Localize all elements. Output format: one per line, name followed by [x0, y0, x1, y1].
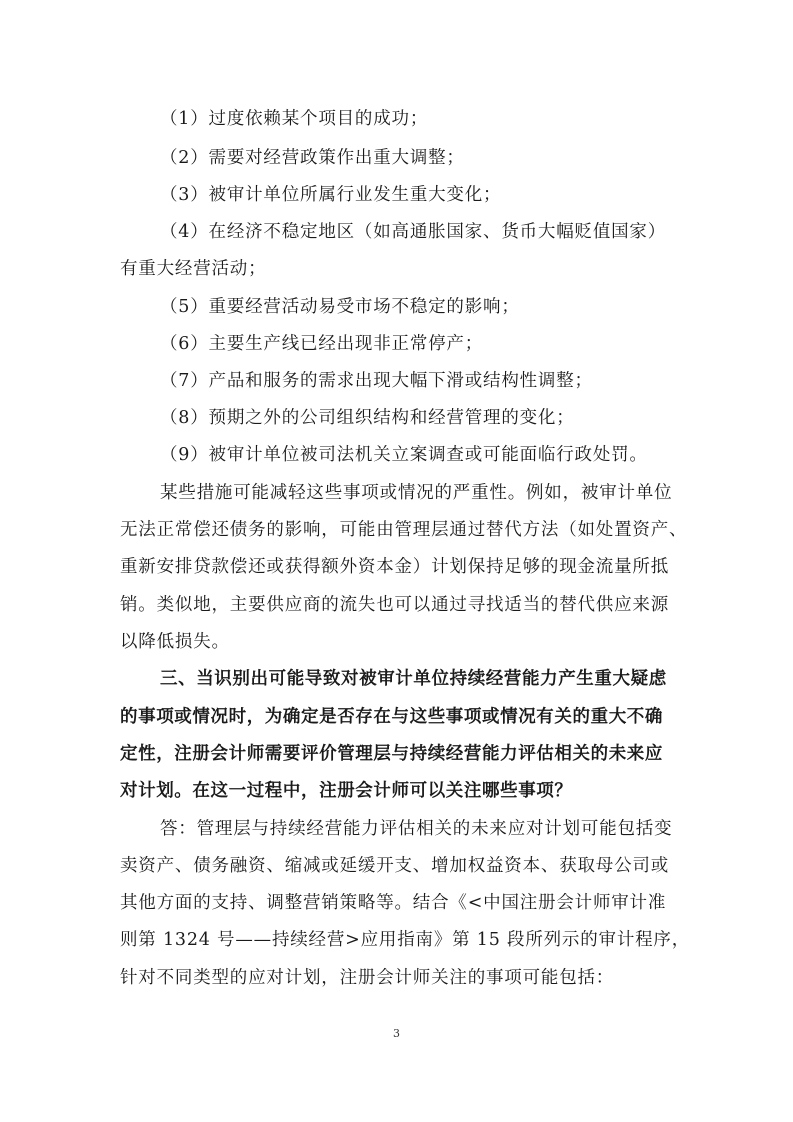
mitigation-line-5: 以降低损失。 — [120, 632, 230, 652]
section-heading-line-3: 定性，注册会计师需要评价管理层与持续经营能力评估相关的未来应 — [120, 744, 663, 764]
mitigation-line-2: 无法正常偿还债务的影响，可能由管理层通过替代方法（如处置资产、 — [120, 520, 688, 540]
list-item-8: （8）预期之外的公司组织结构和经营管理的变化； — [160, 408, 575, 428]
answer-line-4: 则第 1324 号——持续经营>应用指南》第 15 段所列示的审计程序， — [120, 930, 691, 950]
page-number: 3 — [393, 1027, 400, 1040]
section-heading-line-1: 三、当识别出可能导致对被审计单位持续经营能力产生重大疑虑 — [160, 669, 667, 689]
section-heading-line-4: 对计划。在这一过程中，注册会计师可以关注哪些事项？ — [120, 781, 573, 801]
mitigation-line-3: 重新安排贷款偿还或获得额外资本金）计划保持足够的现金流量所抵 — [120, 557, 669, 577]
list-item-1: （1）过度依赖某个项目的成功； — [160, 109, 429, 129]
list-item-6: （6）主要生产线已经出现非正常停产； — [160, 334, 484, 354]
list-item-4-continuation: 有重大经营活动； — [120, 259, 267, 279]
list-item-4: （4）在经济不稳定地区（如高通胀国家、货币大幅贬值国家） — [160, 222, 667, 242]
list-item-9: （9）被审计单位被司法机关立案调查或可能面临行政处罚。 — [160, 445, 648, 465]
answer-line-5: 针对不同类型的应对计划，注册会计师关注的事项可能包括： — [120, 968, 615, 988]
answer-line-2: 卖资产、债务融资、缩减或延缓开支、增加权益资本、获取母公司或 — [120, 856, 669, 876]
list-item-3: （3）被审计单位所属行业发生重大变化； — [160, 185, 502, 205]
list-item-7: （7）产品和服务的需求出现大幅下滑或结构性调整； — [160, 371, 593, 391]
list-item-5: （5）重要经营活动易受市场不稳定的影响； — [160, 297, 520, 317]
list-item-2: （2）需要对经营政策作出重大调整； — [160, 148, 465, 168]
answer-line-3: 其他方面的支持、调整营销策略等。结合《<中国注册会计师审计准 — [120, 893, 667, 913]
mitigation-line-4: 销。类似地，主要供应商的流失也可以通过寻找适当的替代供应来源 — [120, 595, 669, 615]
mitigation-line-1: 某些措施可能减轻这些事项或情况的严重性。例如，被审计单位 — [160, 483, 673, 503]
answer-line-1: 答：管理层与持续经营能力评估相关的未来应对计划可能包括变 — [160, 819, 673, 839]
section-heading-line-2: 的事项或情况时，为确定是否存在与这些事项或情况有关的重大不确 — [120, 707, 663, 727]
